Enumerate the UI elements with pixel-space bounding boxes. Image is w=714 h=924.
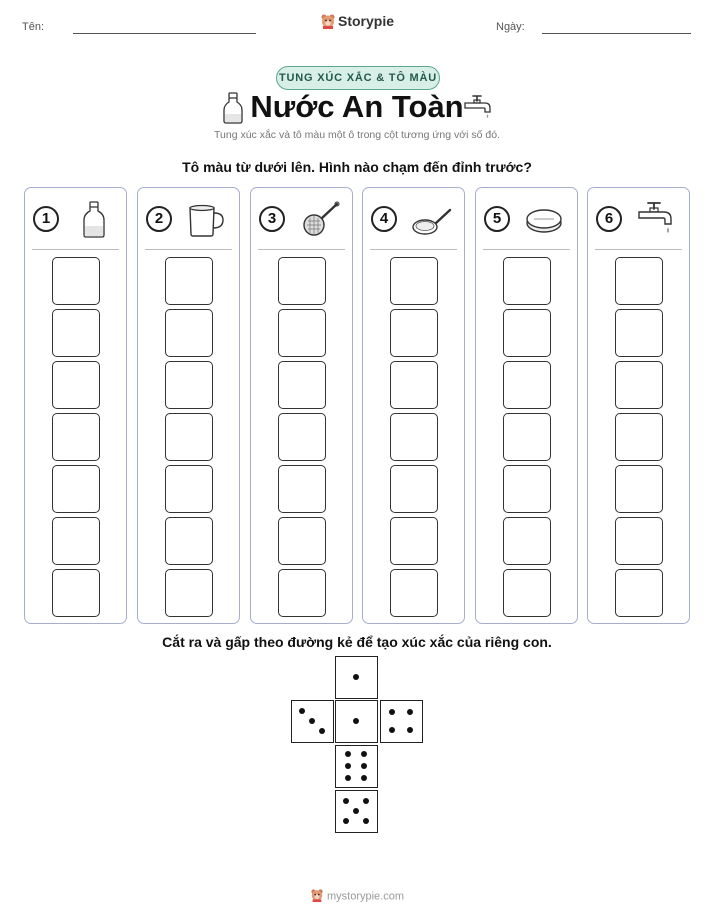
column-number: 6 (596, 206, 622, 232)
die-pip (345, 751, 351, 757)
die-pip (345, 775, 351, 781)
coloring-cell[interactable] (390, 257, 438, 305)
die-pip (389, 709, 395, 715)
coloring-cell[interactable] (165, 257, 213, 305)
die-pip (319, 728, 325, 734)
coloring-cell[interactable] (165, 465, 213, 513)
brand-logo (0, 13, 714, 32)
column-number: 3 (259, 206, 285, 232)
coloring-cell[interactable] (503, 309, 551, 357)
die-face-left (291, 700, 334, 743)
die-pip (361, 751, 367, 757)
date-line[interactable] (542, 33, 691, 34)
die-pip (353, 718, 359, 724)
coloring-cell[interactable] (390, 309, 438, 357)
die-pip (345, 763, 351, 769)
die-pip (299, 708, 305, 714)
coloring-cell[interactable] (503, 413, 551, 461)
bottle-icon (73, 198, 115, 240)
coloring-cell[interactable] (278, 257, 326, 305)
column-4 (362, 187, 465, 624)
column-number: 2 (146, 206, 172, 232)
die-face-lower (335, 745, 378, 788)
activity-badge: TUNG XÚC XẮC & TÔ MÀU (276, 66, 440, 90)
coloring-cell[interactable] (52, 517, 100, 565)
date-label: Ngày: (496, 21, 525, 33)
column-1 (24, 187, 127, 624)
coloring-cell[interactable] (52, 361, 100, 409)
faucet-icon (636, 198, 678, 240)
coloring-cell[interactable] (165, 569, 213, 617)
column-number: 4 (371, 206, 397, 232)
coloring-cell[interactable] (615, 569, 663, 617)
coloring-cell[interactable] (390, 517, 438, 565)
coloring-cell[interactable] (390, 465, 438, 513)
footer (0, 888, 714, 905)
name-line[interactable] (73, 33, 256, 34)
column-divider (370, 249, 457, 250)
page-title: Nước An Toàn (250, 89, 464, 124)
die-instruction: Cắt ra và gấp theo đường kẻ để tạo xúc xắc của riêng con. (162, 634, 552, 650)
die-pip (343, 798, 349, 804)
column-divider (595, 249, 682, 250)
column-number: 5 (484, 206, 510, 232)
coloring-cell[interactable] (52, 309, 100, 357)
coloring-cell[interactable] (165, 309, 213, 357)
coloring-cell[interactable] (278, 569, 326, 617)
die-face-bottom (335, 790, 378, 833)
strainer-icon (299, 198, 341, 240)
die-pip (363, 818, 369, 824)
column-2 (137, 187, 240, 624)
die-pip (353, 674, 359, 680)
die-pip (353, 808, 359, 814)
coloring-cell[interactable] (52, 569, 100, 617)
water-tablet-icon (524, 198, 566, 240)
die-pip (407, 727, 413, 733)
column-divider (145, 249, 232, 250)
coloring-cell[interactable] (615, 257, 663, 305)
column-divider (258, 249, 345, 250)
die-face-center (335, 700, 378, 743)
coloring-cell[interactable] (390, 361, 438, 409)
footer-url[interactable]: mystorypie.com (326, 890, 405, 903)
coloring-cell[interactable] (165, 361, 213, 409)
coloring-cell[interactable] (390, 413, 438, 461)
coloring-cell[interactable] (615, 309, 663, 357)
coloring-cell[interactable] (52, 465, 100, 513)
die-pip (407, 709, 413, 715)
coloring-cell[interactable] (503, 361, 551, 409)
coloring-cell[interactable] (503, 569, 551, 617)
coloring-cell[interactable] (165, 413, 213, 461)
coloring-cell[interactable] (278, 517, 326, 565)
coloring-cell[interactable] (615, 465, 663, 513)
coloring-cell[interactable] (278, 465, 326, 513)
coloring-cell[interactable] (52, 413, 100, 461)
die-pip (361, 775, 367, 781)
subtitle: Tung xúc xắc và tô màu một ô trong cột tương ứng với số đó. (214, 129, 500, 141)
column-divider (32, 249, 119, 250)
brand-name: Storypie (337, 13, 394, 30)
coloring-cell[interactable] (503, 465, 551, 513)
frying-pan-icon (411, 198, 453, 240)
coloring-cell[interactable] (503, 257, 551, 305)
coloring-instruction: Tô màu từ dưới lên. Hình nào chạm đến đỉnh trước? (182, 159, 532, 175)
coloring-cell[interactable] (278, 309, 326, 357)
coloring-cell[interactable] (52, 257, 100, 305)
coloring-cell[interactable] (615, 413, 663, 461)
coloring-cell[interactable] (615, 361, 663, 409)
coloring-cell[interactable] (278, 413, 326, 461)
coloring-cell[interactable] (278, 361, 326, 409)
name-label: Tên: (22, 21, 45, 33)
coloring-cell[interactable] (390, 569, 438, 617)
die-pip (363, 798, 369, 804)
column-number: 1 (33, 206, 59, 232)
die-face-right (380, 700, 423, 743)
column-divider (483, 249, 570, 250)
coloring-cell[interactable] (503, 517, 551, 565)
die-pip (309, 718, 315, 724)
column-5 (475, 187, 578, 624)
column-3 (250, 187, 353, 624)
die-face-top (335, 656, 378, 699)
die-pip (361, 763, 367, 769)
die-pip (343, 818, 349, 824)
coloring-cell[interactable] (615, 517, 663, 565)
die-pip (389, 727, 395, 733)
faucet-icon (463, 92, 495, 129)
coloring-cell[interactable] (165, 517, 213, 565)
bear-mascot-icon (320, 13, 336, 32)
column-6 (587, 187, 690, 624)
bear-mascot-icon (310, 888, 324, 905)
mug-icon (186, 198, 228, 240)
